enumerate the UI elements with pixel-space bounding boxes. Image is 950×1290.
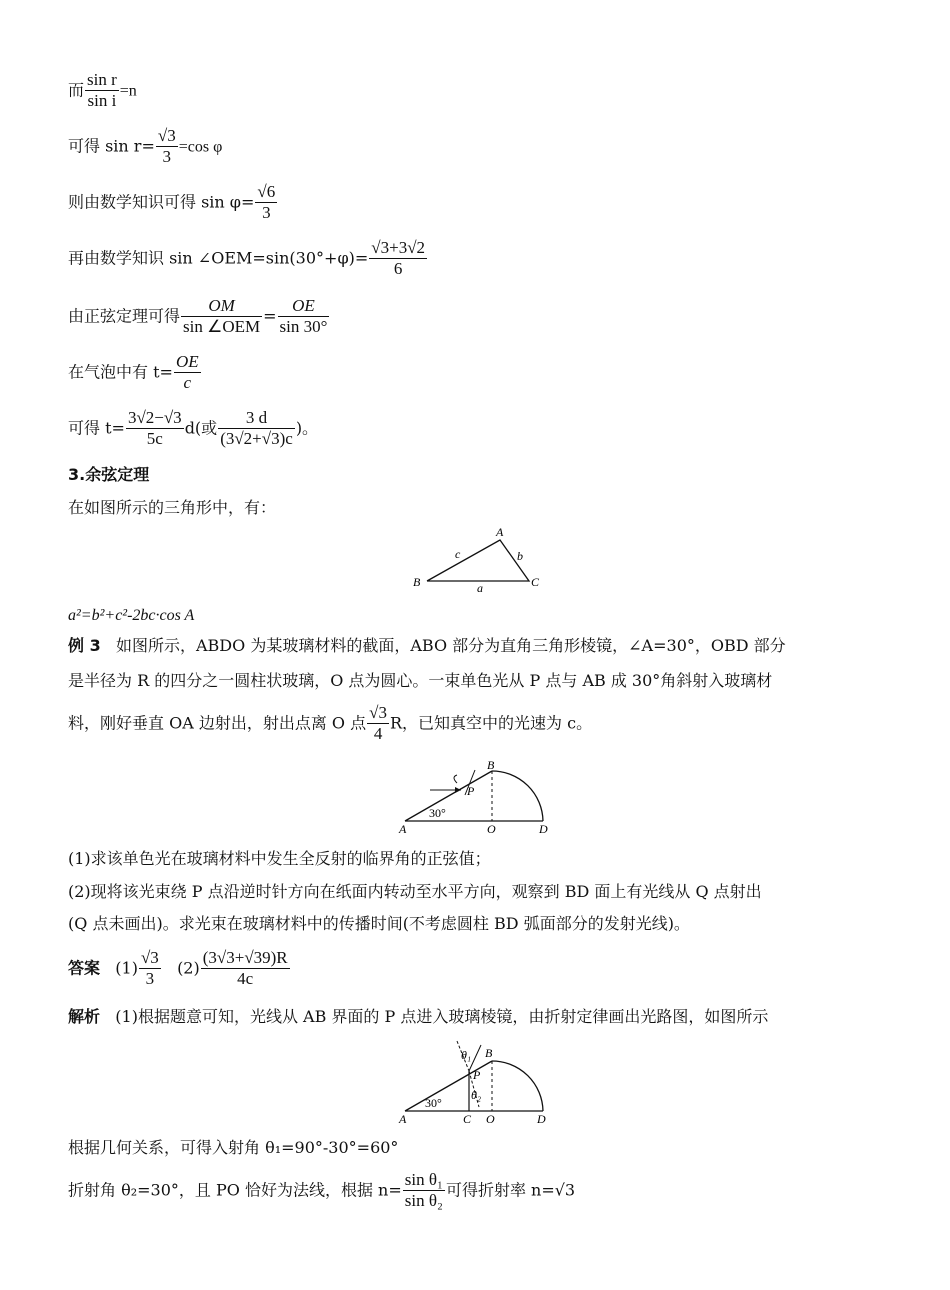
denominator: sin θ₂	[404, 1191, 443, 1211]
fraction	[218, 408, 295, 450]
text: =cos φ	[178, 138, 223, 156]
prism-figure	[395, 755, 560, 837]
numerator: √6	[255, 182, 277, 203]
label-p: P	[473, 1068, 481, 1082]
text: 由正弦定理可得	[68, 306, 181, 326]
text: (1)	[115, 958, 138, 978]
formula-line-7	[68, 408, 318, 450]
formula-line-6	[68, 352, 202, 394]
triangle-figure	[405, 522, 555, 597]
denominator: 5c	[146, 429, 163, 449]
denominator: 3	[262, 203, 271, 223]
fraction	[255, 182, 277, 224]
text: R，已知真空中的光速为 c。	[389, 713, 593, 733]
denominator: sin 30°	[279, 317, 328, 337]
text: 再由数学知识 sin ∠OEM=sin(30°+φ)=	[68, 248, 369, 268]
text: 是半径为 R 的四分之一圆柱状玻璃，O 点为圆心。一束单色光从 P 点与 AB 成 30°角斜射入玻璃材	[68, 671, 773, 690]
fraction	[369, 238, 427, 280]
example-label: 例 3	[68, 636, 101, 655]
label-a: A	[399, 1112, 407, 1126]
fraction	[156, 126, 178, 168]
label-c: C	[463, 1112, 472, 1126]
tail-line-1: 根据几何关系，可得入射角 θ₁=90°-30°=60°	[68, 1138, 399, 1157]
formula-line-5	[68, 296, 330, 338]
example-3-line-3	[68, 703, 592, 745]
question-2-line-2: (Q 点未画出)。求光束在玻璃材料中的传播时间(不考虑圆柱 BD 弧面部分的发射光线)。	[68, 914, 690, 933]
answer-label: 答案	[68, 958, 101, 978]
numerator: sin θ₁	[403, 1170, 445, 1191]
text: (1)根据题意可知，光线从 AB 界面的 P 点进入玻璃棱镜，由折射定律画出光路图，如图所示	[115, 1007, 769, 1026]
text: 可得 sin r=	[68, 136, 155, 156]
numerator: OM	[181, 296, 262, 317]
denominator: sin i	[87, 91, 117, 111]
text: 料，刚好垂直 OA 边射出，射出点离 O 点	[68, 713, 367, 733]
text: 可得 t=	[68, 418, 125, 438]
denominator: sin ∠OEM	[183, 317, 261, 337]
text: 折射角 θ₂=30°，且 PO 恰好为法线，根据 n=	[68, 1180, 402, 1200]
text: 可得折射率 n=√3	[445, 1180, 576, 1200]
cosine-formula: a²=b²+c²-2bc·cos A	[68, 607, 195, 624]
answer-line	[68, 948, 291, 990]
numerator: OE	[174, 352, 201, 373]
label-b-vertex: B	[413, 575, 421, 589]
numerator: √3	[139, 948, 161, 969]
fraction	[174, 352, 201, 394]
numerator: √3	[367, 703, 389, 724]
example-3-line-2	[68, 673, 772, 689]
denominator: 4c	[237, 969, 254, 989]
label-a-side: a	[477, 581, 483, 595]
label-c-side: c	[455, 547, 461, 561]
label-theta1: θ₁	[461, 1048, 472, 1062]
fraction	[139, 948, 161, 990]
text: 在气泡中有 t=	[68, 362, 173, 382]
formula-line-2	[68, 126, 222, 168]
denominator: (3√2+√3)c	[220, 429, 293, 449]
fraction	[367, 703, 389, 745]
label-b-side: b	[517, 549, 523, 563]
denominator: 3	[162, 147, 172, 167]
fraction	[201, 948, 290, 990]
label-p: P	[467, 784, 475, 798]
label-d: D	[539, 822, 548, 836]
fraction	[85, 70, 119, 112]
example-3-line-1	[68, 638, 786, 654]
label-angle: 30°	[429, 806, 446, 820]
text: d(或	[184, 418, 218, 438]
text: 则由数学知识可得 sin φ=	[68, 192, 255, 212]
question-2-line-1: (2)现将该光束绕 P 点沿逆时针方向在纸面内转动至水平方向，观察到 BD 面上有光线从 Q 点射出	[68, 882, 762, 901]
ray-path-figure	[395, 1035, 560, 1130]
label-c-vertex: C	[531, 575, 540, 589]
formula-line-4	[68, 238, 428, 280]
text: (2)	[177, 958, 200, 978]
fraction	[126, 408, 184, 450]
numerator: OE	[278, 296, 330, 317]
label-b: B	[487, 758, 495, 772]
text: 而	[68, 80, 85, 100]
text: =	[263, 306, 277, 326]
tail-line-2	[68, 1170, 575, 1212]
text: )。	[295, 418, 319, 438]
label-b: B	[485, 1046, 493, 1060]
label-a: A	[399, 822, 407, 836]
numerator: 3√2−√3	[126, 408, 184, 429]
denominator: c	[183, 373, 192, 393]
numerator: √3+3√2	[369, 238, 427, 259]
label-a-vertex: A	[496, 525, 504, 539]
label-angle: 30°	[425, 1096, 442, 1110]
text: =n	[119, 82, 137, 100]
fraction	[278, 296, 330, 338]
section-intro: 在如图所示的三角形中，有：	[68, 498, 277, 517]
label-o: O	[487, 822, 496, 836]
label-o: O	[486, 1112, 495, 1126]
denominator: 3	[145, 969, 155, 989]
numerator: sin r	[85, 70, 119, 91]
fraction	[181, 296, 262, 338]
fraction	[403, 1170, 445, 1212]
formula-line-3	[68, 182, 278, 224]
denominator: 6	[393, 259, 403, 279]
numerator: 3 d	[218, 408, 295, 429]
label-d: D	[537, 1112, 546, 1126]
question-1: (1)求该单色光在玻璃材料中发生全反射的临界角的正弦值；	[68, 849, 491, 868]
label-theta2: θ₂	[471, 1088, 482, 1102]
numerator: √3	[156, 126, 178, 147]
numerator: (3√3+√39)R	[201, 948, 290, 969]
analysis-line	[68, 1009, 768, 1025]
formula-line-1	[68, 70, 137, 112]
analysis-label: 解析	[68, 1007, 101, 1026]
denominator: 4	[373, 724, 383, 744]
text: 如图所示，ABDO 为某玻璃材料的截面，ABO 部分为直角三角形棱镜，∠A=30°，OBD 部分	[115, 636, 786, 655]
section-title: 3.余弦定理	[68, 465, 150, 484]
